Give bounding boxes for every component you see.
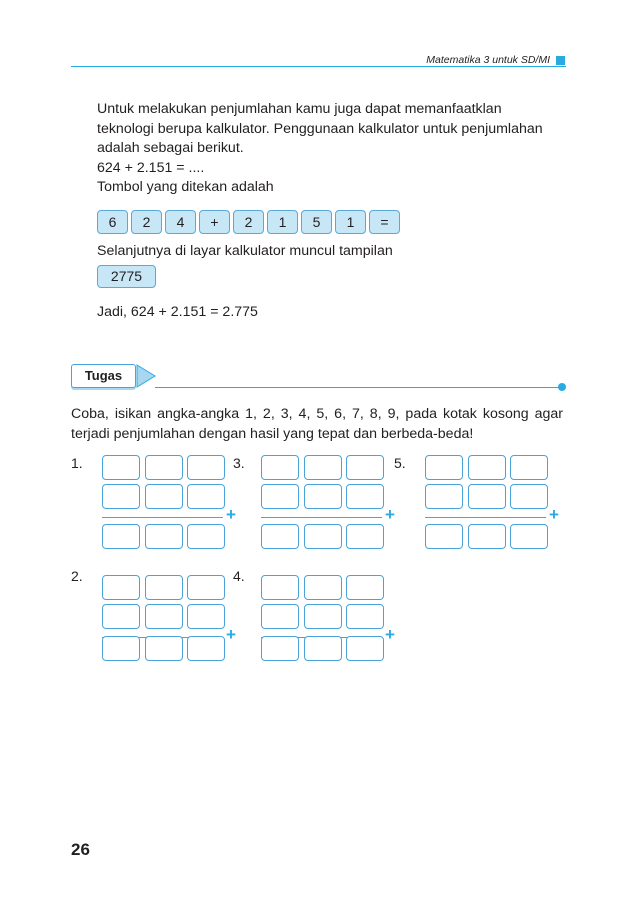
digit-box[interactable] <box>468 524 506 549</box>
digit-box[interactable] <box>102 524 140 549</box>
calculator-display: 2775 <box>97 265 156 288</box>
sum-line <box>261 517 382 518</box>
calculator-key: + <box>199 210 230 234</box>
digit-box[interactable] <box>145 484 183 509</box>
header-square-marker <box>556 56 565 65</box>
problem-number: 5. <box>394 455 406 471</box>
digit-box[interactable] <box>468 455 506 480</box>
digit-box[interactable] <box>187 604 225 629</box>
digit-box[interactable] <box>510 455 548 480</box>
plus-sign: + <box>226 505 236 524</box>
addition-grid-5 <box>425 455 575 565</box>
intro-line: adalah sebagai berikut. <box>97 140 244 156</box>
calculator-key: = <box>369 210 400 234</box>
digit-box[interactable] <box>346 604 384 629</box>
calculator-key: 2 <box>131 210 162 234</box>
tugas-rule <box>155 387 563 388</box>
digit-box[interactable] <box>346 455 384 480</box>
tugas-rule-dot <box>558 383 566 391</box>
plus-sign: + <box>385 625 395 644</box>
digit-box[interactable] <box>304 604 342 629</box>
display-intro-text: Selanjutnya di layar kalkulator muncul tampilan <box>97 243 393 259</box>
digit-box[interactable] <box>102 636 140 661</box>
digit-box[interactable] <box>145 575 183 600</box>
problem-number: 4. <box>233 568 245 584</box>
calculator-key: 2 <box>233 210 264 234</box>
problem-number: 1. <box>71 455 83 471</box>
calculator-key: 1 <box>267 210 298 234</box>
digit-box[interactable] <box>187 575 225 600</box>
calculator-key: 5 <box>301 210 332 234</box>
digit-box[interactable] <box>102 455 140 480</box>
addition-grid-1 <box>102 455 252 565</box>
conclusion-text: Jadi, 624 + 2.151 = 2.775 <box>97 304 258 320</box>
problem-number: 3. <box>233 455 245 471</box>
plus-sign: + <box>549 505 559 524</box>
digit-box[interactable] <box>102 604 140 629</box>
intro-line: teknologi berupa kalkulator. Penggunaan kalkulator untuk penjumlahan <box>97 120 543 137</box>
tugas-arrow-icon <box>135 363 157 389</box>
calculator-key: 6 <box>97 210 128 234</box>
digit-box[interactable] <box>425 455 463 480</box>
digit-box[interactable] <box>187 524 225 549</box>
digit-box[interactable] <box>425 484 463 509</box>
digit-box[interactable] <box>425 524 463 549</box>
digit-box[interactable] <box>468 484 506 509</box>
digit-box[interactable] <box>261 455 299 480</box>
digit-box[interactable] <box>145 636 183 661</box>
running-header: Matematika 3 untuk SD/MI <box>426 54 550 66</box>
digit-box[interactable] <box>304 484 342 509</box>
addition-grid-2 <box>102 575 252 685</box>
digit-box[interactable] <box>187 455 225 480</box>
sum-line <box>102 517 223 518</box>
digit-box[interactable] <box>261 575 299 600</box>
addition-grid-3 <box>261 455 411 565</box>
digit-box[interactable] <box>304 455 342 480</box>
digit-box[interactable] <box>261 484 299 509</box>
digit-box[interactable] <box>261 524 299 549</box>
header-rule <box>71 66 566 67</box>
plus-sign: + <box>385 505 395 524</box>
digit-box[interactable] <box>304 524 342 549</box>
digit-box[interactable] <box>145 455 183 480</box>
digit-box[interactable] <box>304 636 342 661</box>
digit-box[interactable] <box>346 575 384 600</box>
digit-box[interactable] <box>346 636 384 661</box>
digit-box[interactable] <box>102 575 140 600</box>
intro-line: Untuk melakukan penjumlahan kamu juga dapat memanfaatklan <box>97 101 502 117</box>
digit-box[interactable] <box>187 484 225 509</box>
digit-box[interactable] <box>145 604 183 629</box>
digit-box[interactable] <box>145 524 183 549</box>
digit-box[interactable] <box>346 524 384 549</box>
calculator-key: 1 <box>335 210 366 234</box>
page-number: 26 <box>71 840 90 859</box>
digit-box[interactable] <box>346 484 384 509</box>
digit-box[interactable] <box>187 636 225 661</box>
tugas-label: Tugas <box>71 364 136 388</box>
intro-line: Tombol yang ditekan adalah <box>97 179 274 195</box>
digit-box[interactable] <box>261 604 299 629</box>
digit-box[interactable] <box>304 575 342 600</box>
digit-box[interactable] <box>261 636 299 661</box>
plus-sign: + <box>226 625 236 644</box>
digit-box[interactable] <box>102 484 140 509</box>
digit-box[interactable] <box>510 484 548 509</box>
sum-line <box>425 517 546 518</box>
addition-grid-4 <box>261 575 411 685</box>
calculator-key: 4 <box>165 210 196 234</box>
digit-box[interactable] <box>510 524 548 549</box>
intro-paragraph <box>97 100 561 198</box>
problem-number: 2. <box>71 568 83 584</box>
task-instruction: Coba, isikan angka-angka 1, 2, 3, 4, 5, 6, 7, 8, 9, pada kotak kosong agar terjadi penjumlahan dengan hasil yang tepat dan berbeda-beda! <box>71 406 563 442</box>
intro-line: 624 + 2.151 = .... <box>97 159 205 176</box>
